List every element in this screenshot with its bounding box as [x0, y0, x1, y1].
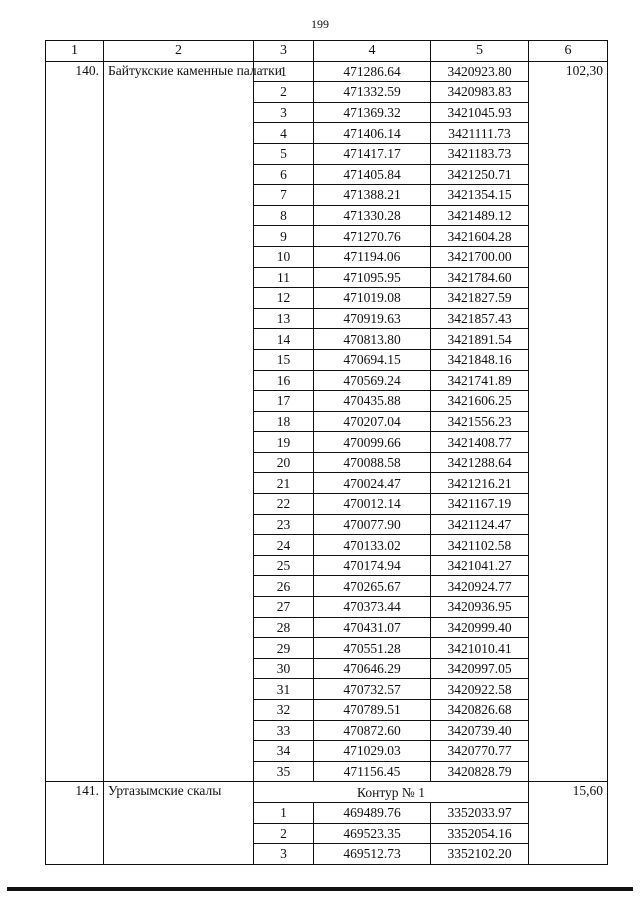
coordinate-x: 470569.24 [314, 370, 431, 391]
coordinates-table [45, 40, 608, 865]
point-number: 17 [254, 391, 314, 412]
point-number: 8 [254, 205, 314, 226]
coordinate-y: 3421891.54 [431, 329, 529, 350]
coordinate-x: 470024.47 [314, 473, 431, 494]
point-number: 1 [254, 802, 314, 823]
point-number: 2 [254, 82, 314, 103]
coordinate-y: 3421124.47 [431, 514, 529, 535]
coordinate-y: 3421111.73 [431, 123, 529, 144]
object-area: 102,30 [529, 61, 608, 782]
coordinate-y: 3352102.20 [431, 844, 529, 865]
object-area: 15,60 [529, 782, 608, 864]
coordinate-y: 3421045.93 [431, 102, 529, 123]
coordinate-x: 470012.14 [314, 494, 431, 515]
object-name: Уртазымские скалы [104, 782, 254, 864]
coordinate-x: 470435.88 [314, 391, 431, 412]
point-number: 16 [254, 370, 314, 391]
coordinate-y: 3420999.40 [431, 617, 529, 638]
coordinate-x: 470077.90 [314, 514, 431, 535]
coordinate-y: 3421700.00 [431, 246, 529, 267]
header-col-2: 2 [104, 41, 254, 62]
contour-row [46, 782, 608, 803]
coordinate-x: 470551.28 [314, 638, 431, 659]
point-number: 21 [254, 473, 314, 494]
coordinate-x: 470813.80 [314, 329, 431, 350]
coordinate-y: 3421288.64 [431, 452, 529, 473]
coordinate-y: 3420936.95 [431, 597, 529, 618]
point-number: 35 [254, 761, 314, 782]
point-number: 26 [254, 576, 314, 597]
coordinate-y: 3420924.77 [431, 576, 529, 597]
coordinate-y: 3420983.83 [431, 82, 529, 103]
point-number: 1 [254, 61, 314, 82]
coordinate-y: 3421010.41 [431, 638, 529, 659]
object-name: Байтукские каменные палатки [104, 61, 254, 782]
coordinate-y: 3420770.77 [431, 741, 529, 762]
point-number: 14 [254, 329, 314, 350]
coordinate-x: 470099.66 [314, 432, 431, 453]
point-number: 32 [254, 700, 314, 721]
coordinates-table-body [46, 41, 608, 865]
point-number: 30 [254, 658, 314, 679]
bottom-rule [7, 887, 633, 891]
header-col-6: 6 [529, 41, 608, 62]
point-number: 23 [254, 514, 314, 535]
coordinate-y: 3421606.25 [431, 391, 529, 412]
coordinate-x: 469489.76 [314, 802, 431, 823]
coordinate-x: 471406.14 [314, 123, 431, 144]
point-number: 2 [254, 823, 314, 844]
coordinate-x: 470133.02 [314, 535, 431, 556]
coordinate-y: 3421556.23 [431, 411, 529, 432]
coordinate-y: 3421408.77 [431, 432, 529, 453]
header-col-4: 4 [314, 41, 431, 62]
point-number: 13 [254, 308, 314, 329]
point-number: 19 [254, 432, 314, 453]
coordinate-x: 471405.84 [314, 164, 431, 185]
coordinate-x: 470872.60 [314, 720, 431, 741]
point-number: 12 [254, 288, 314, 309]
point-number: 33 [254, 720, 314, 741]
coordinate-y: 3420826.68 [431, 700, 529, 721]
coordinate-y: 3421041.27 [431, 555, 529, 576]
point-number: 3 [254, 844, 314, 865]
coordinate-x: 471029.03 [314, 741, 431, 762]
coordinate-x: 471194.06 [314, 246, 431, 267]
page-number: 199 [311, 17, 329, 31]
coordinate-x: 469512.73 [314, 844, 431, 865]
coordinate-y: 3421183.73 [431, 143, 529, 164]
point-number: 11 [254, 267, 314, 288]
coordinate-x: 471095.95 [314, 267, 431, 288]
coordinate-y: 3421354.15 [431, 185, 529, 206]
coordinate-y: 3420739.40 [431, 720, 529, 741]
coordinate-y: 3421102.58 [431, 535, 529, 556]
coordinate-x: 470088.58 [314, 452, 431, 473]
coordinate-y: 3420997.05 [431, 658, 529, 679]
point-number: 20 [254, 452, 314, 473]
coordinate-y: 3421784.60 [431, 267, 529, 288]
point-number: 6 [254, 164, 314, 185]
point-number: 31 [254, 679, 314, 700]
point-number: 7 [254, 185, 314, 206]
contour-label: Контур № 1 [254, 782, 529, 803]
point-number: 3 [254, 102, 314, 123]
point-number: 28 [254, 617, 314, 638]
object-number: 141. [46, 782, 104, 864]
table-row [46, 61, 608, 82]
point-number: 22 [254, 494, 314, 515]
coordinate-x: 471156.45 [314, 761, 431, 782]
coordinate-y: 3420922.58 [431, 679, 529, 700]
coordinate-x: 471330.28 [314, 205, 431, 226]
point-number: 27 [254, 597, 314, 618]
header-col-1: 1 [46, 41, 104, 62]
coordinate-x: 470431.07 [314, 617, 431, 638]
coordinate-y: 3421857.43 [431, 308, 529, 329]
header-col-3: 3 [254, 41, 314, 62]
point-number: 9 [254, 226, 314, 247]
coordinate-x: 470174.94 [314, 555, 431, 576]
object-number: 140. [46, 61, 104, 782]
header-row [46, 41, 608, 62]
coordinate-x: 471417.17 [314, 143, 431, 164]
coordinate-y: 3352054.16 [431, 823, 529, 844]
coordinate-x: 470207.04 [314, 411, 431, 432]
coordinate-x: 470732.57 [314, 679, 431, 700]
coordinate-x: 470694.15 [314, 349, 431, 370]
coordinate-y: 3421167.19 [431, 494, 529, 515]
point-number: 15 [254, 349, 314, 370]
point-number: 24 [254, 535, 314, 556]
coordinate-x: 471332.59 [314, 82, 431, 103]
coordinate-y: 3421848.16 [431, 349, 529, 370]
coordinate-y: 3352033.97 [431, 802, 529, 823]
coordinate-x: 471286.64 [314, 61, 431, 82]
coordinate-x: 471388.21 [314, 185, 431, 206]
coordinate-y: 3421827.59 [431, 288, 529, 309]
point-number: 34 [254, 741, 314, 762]
coordinate-x: 469523.35 [314, 823, 431, 844]
coordinate-x: 471019.08 [314, 288, 431, 309]
point-number: 18 [254, 411, 314, 432]
point-number: 4 [254, 123, 314, 144]
point-number: 5 [254, 143, 314, 164]
coordinate-y: 3421741.89 [431, 370, 529, 391]
point-number: 10 [254, 246, 314, 267]
coordinate-y: 3420828.79 [431, 761, 529, 782]
coordinate-x: 471270.76 [314, 226, 431, 247]
coordinate-x: 470789.51 [314, 700, 431, 721]
point-number: 29 [254, 638, 314, 659]
coordinate-y: 3420923.80 [431, 61, 529, 82]
header-col-5: 5 [431, 41, 529, 62]
coordinate-x: 471369.32 [314, 102, 431, 123]
coordinate-x: 470919.63 [314, 308, 431, 329]
coordinate-x: 470265.67 [314, 576, 431, 597]
coordinate-y: 3421216.21 [431, 473, 529, 494]
coordinate-x: 470373.44 [314, 597, 431, 618]
coordinate-y: 3421250.71 [431, 164, 529, 185]
point-number: 25 [254, 555, 314, 576]
coordinate-y: 3421489.12 [431, 205, 529, 226]
coordinate-y: 3421604.28 [431, 226, 529, 247]
coordinate-x: 470646.29 [314, 658, 431, 679]
